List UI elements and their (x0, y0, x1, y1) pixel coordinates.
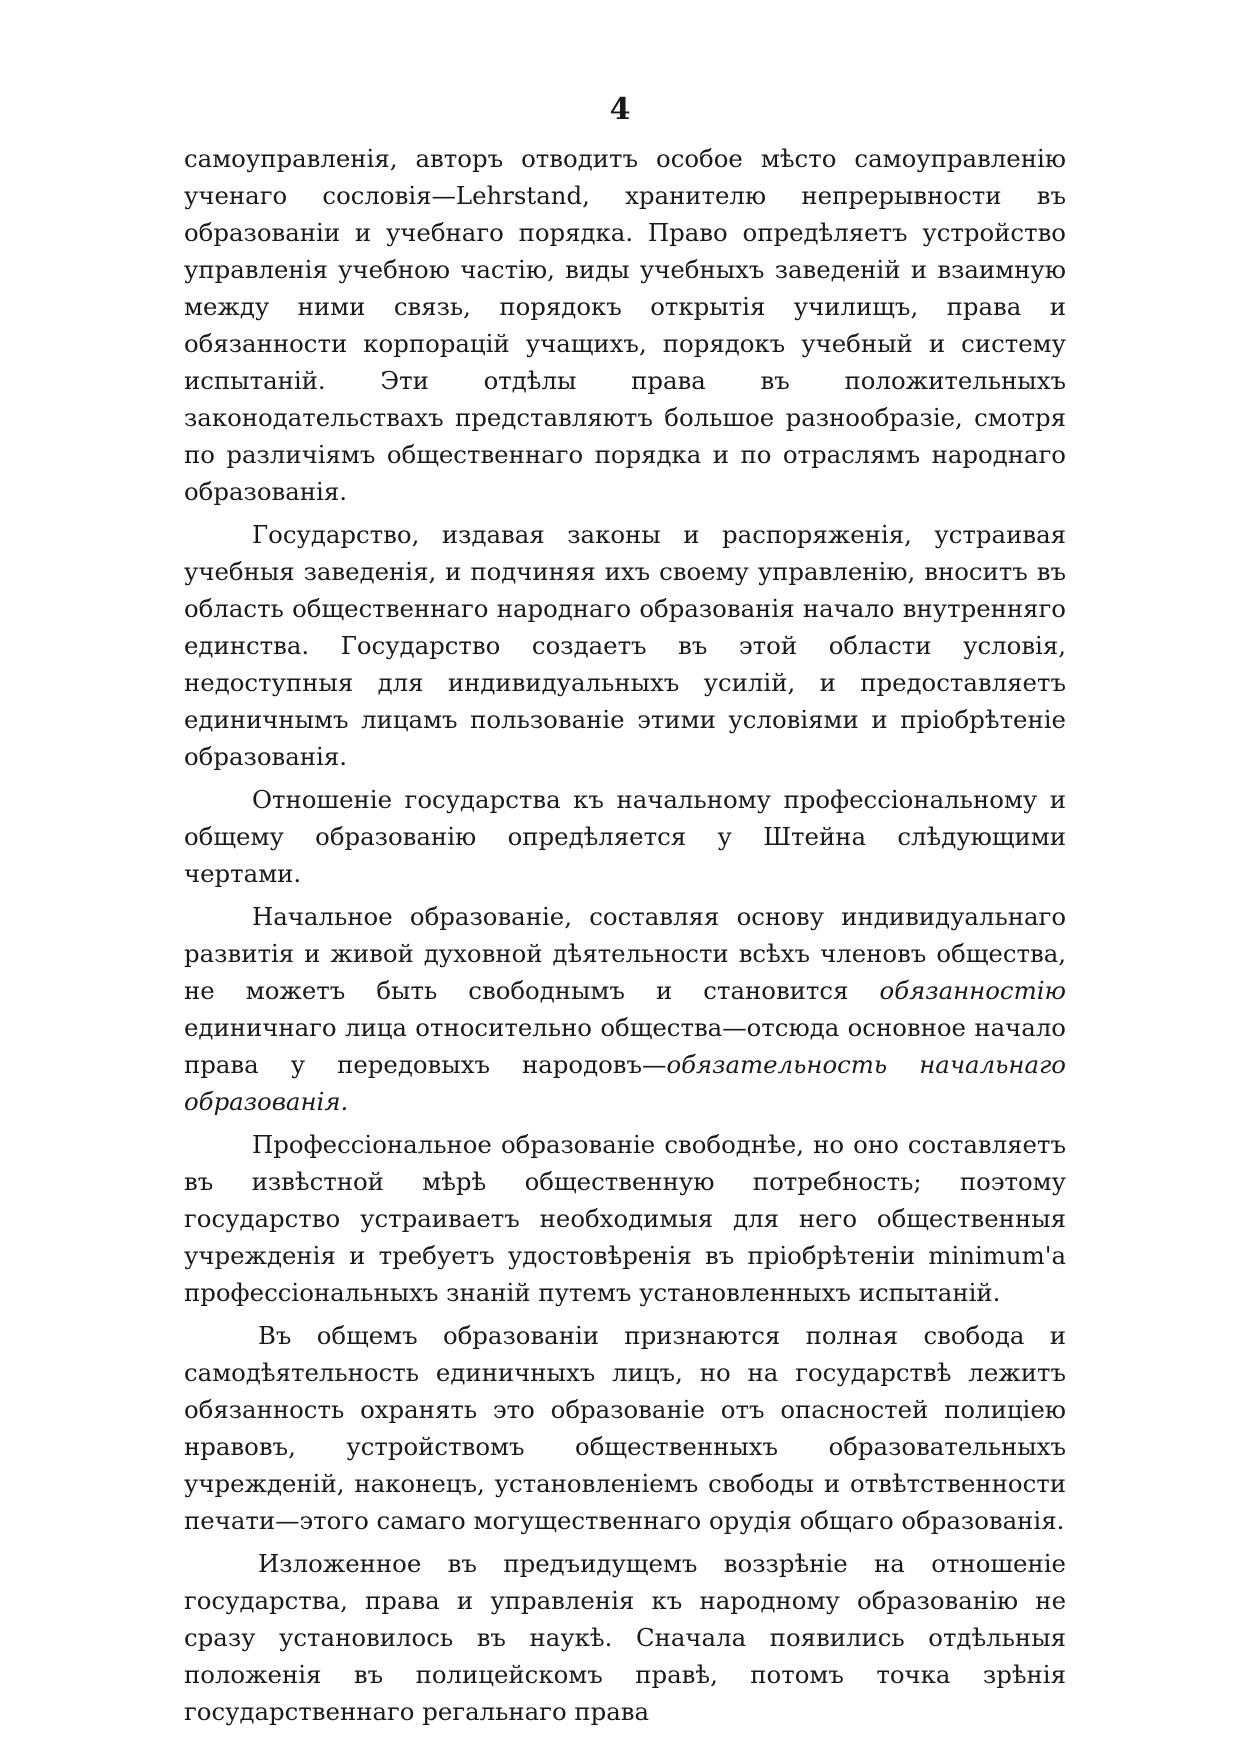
paragraph-1: самоуправленія, авторъ отводитъ особое мѣсто самоуправленію ученаго сословія—Lehrstand, хранителю непрерывности въ образованіи и учебнаго порядка. Право опредѣляетъ устройство управленія учебною частію, виды учебныхъ заведеній и взаимную между ними связь, порядокъ открытія училищъ, права и обязанности корпорацій учащихъ, порядокъ учебный и систему испытаній. Эти отдѣлы права въ положительныхъ законодательствахъ представляютъ большое разнообразіе, смотря по различіямъ общественнаго порядка и по отраслямъ народнаго образованія. (184, 144, 1066, 506)
paragraph-4-part-b: единичнаго лица относительно общества—отсюда основное начало права у передовыхъ народовъ— (184, 1013, 1066, 1079)
paragraph-4-emphasis-b: обязательность начальнаго образованія. (184, 1050, 1066, 1116)
paragraph-7: Изложенное въ предъидущемъ воззрѣніе на отношеніе государства, права и управленія къ народному образованію не сразу установилось въ наукѣ. Сначала появились отдѣльныя положенія въ полицейскомъ правѣ, потомъ точка зрѣнія государственнаго регальнаго права (184, 1549, 1066, 1726)
paragraph-4 (184, 898, 1066, 1120)
paragraph-4-part-a: Начальное образованіе, составляя основу индивидуальнаго развитія и живой духовной дѣятельности всѣхъ членовъ общества, не можетъ быть свободнымъ и становится (184, 902, 1066, 1005)
paragraph-3: Отношеніе государства къ начальному профессіональному и общему образованію опредѣляется у Штейна слѣдующими чертами. (184, 785, 1066, 888)
body-text (184, 140, 1066, 1736)
page-number: 4 (609, 92, 632, 127)
paragraph-2: Государство, издавая законы и распоряженія, устраивая учебныя заведенія, и подчиняя ихъ своему управленію, вноситъ въ область общественнаго народнаго образованія начало внутренняго единства. Государство создаетъ въ этой области условія, недоступныя для индивидуальныхъ усилій, и предоставляетъ единичнымъ лицамъ пользованіе этими условіями и пріобрѣтеніе образованія. (184, 520, 1066, 771)
paragraph-4-emphasis-a: обязанностію (879, 976, 1066, 1005)
paragraph-5: Профессіональное образованіе свободнѣе, но оно составляетъ въ извѣстной мѣрѣ общественную потребность; поэтому государство устраиваетъ необходимыя для него общественныя учрежденія и требуетъ удостовѣренія въ пріобрѣтеніи minimum'а профессіональныхъ знаній путемъ установленныхъ испытаній. (184, 1130, 1066, 1307)
paragraph-6: Въ общемъ образованіи признаются полная свобода и самодѣятельность единичныхъ лицъ, но на государствѣ лежитъ обязанность охранять это образованіе отъ опасностей полиціею нравовъ, устройствомъ общественныхъ образовательныхъ учрежденій, наконецъ, установленіемъ свободы и отвѣтственности печати—этого самаго могущественнаго орудія общаго образованія. (184, 1321, 1066, 1535)
